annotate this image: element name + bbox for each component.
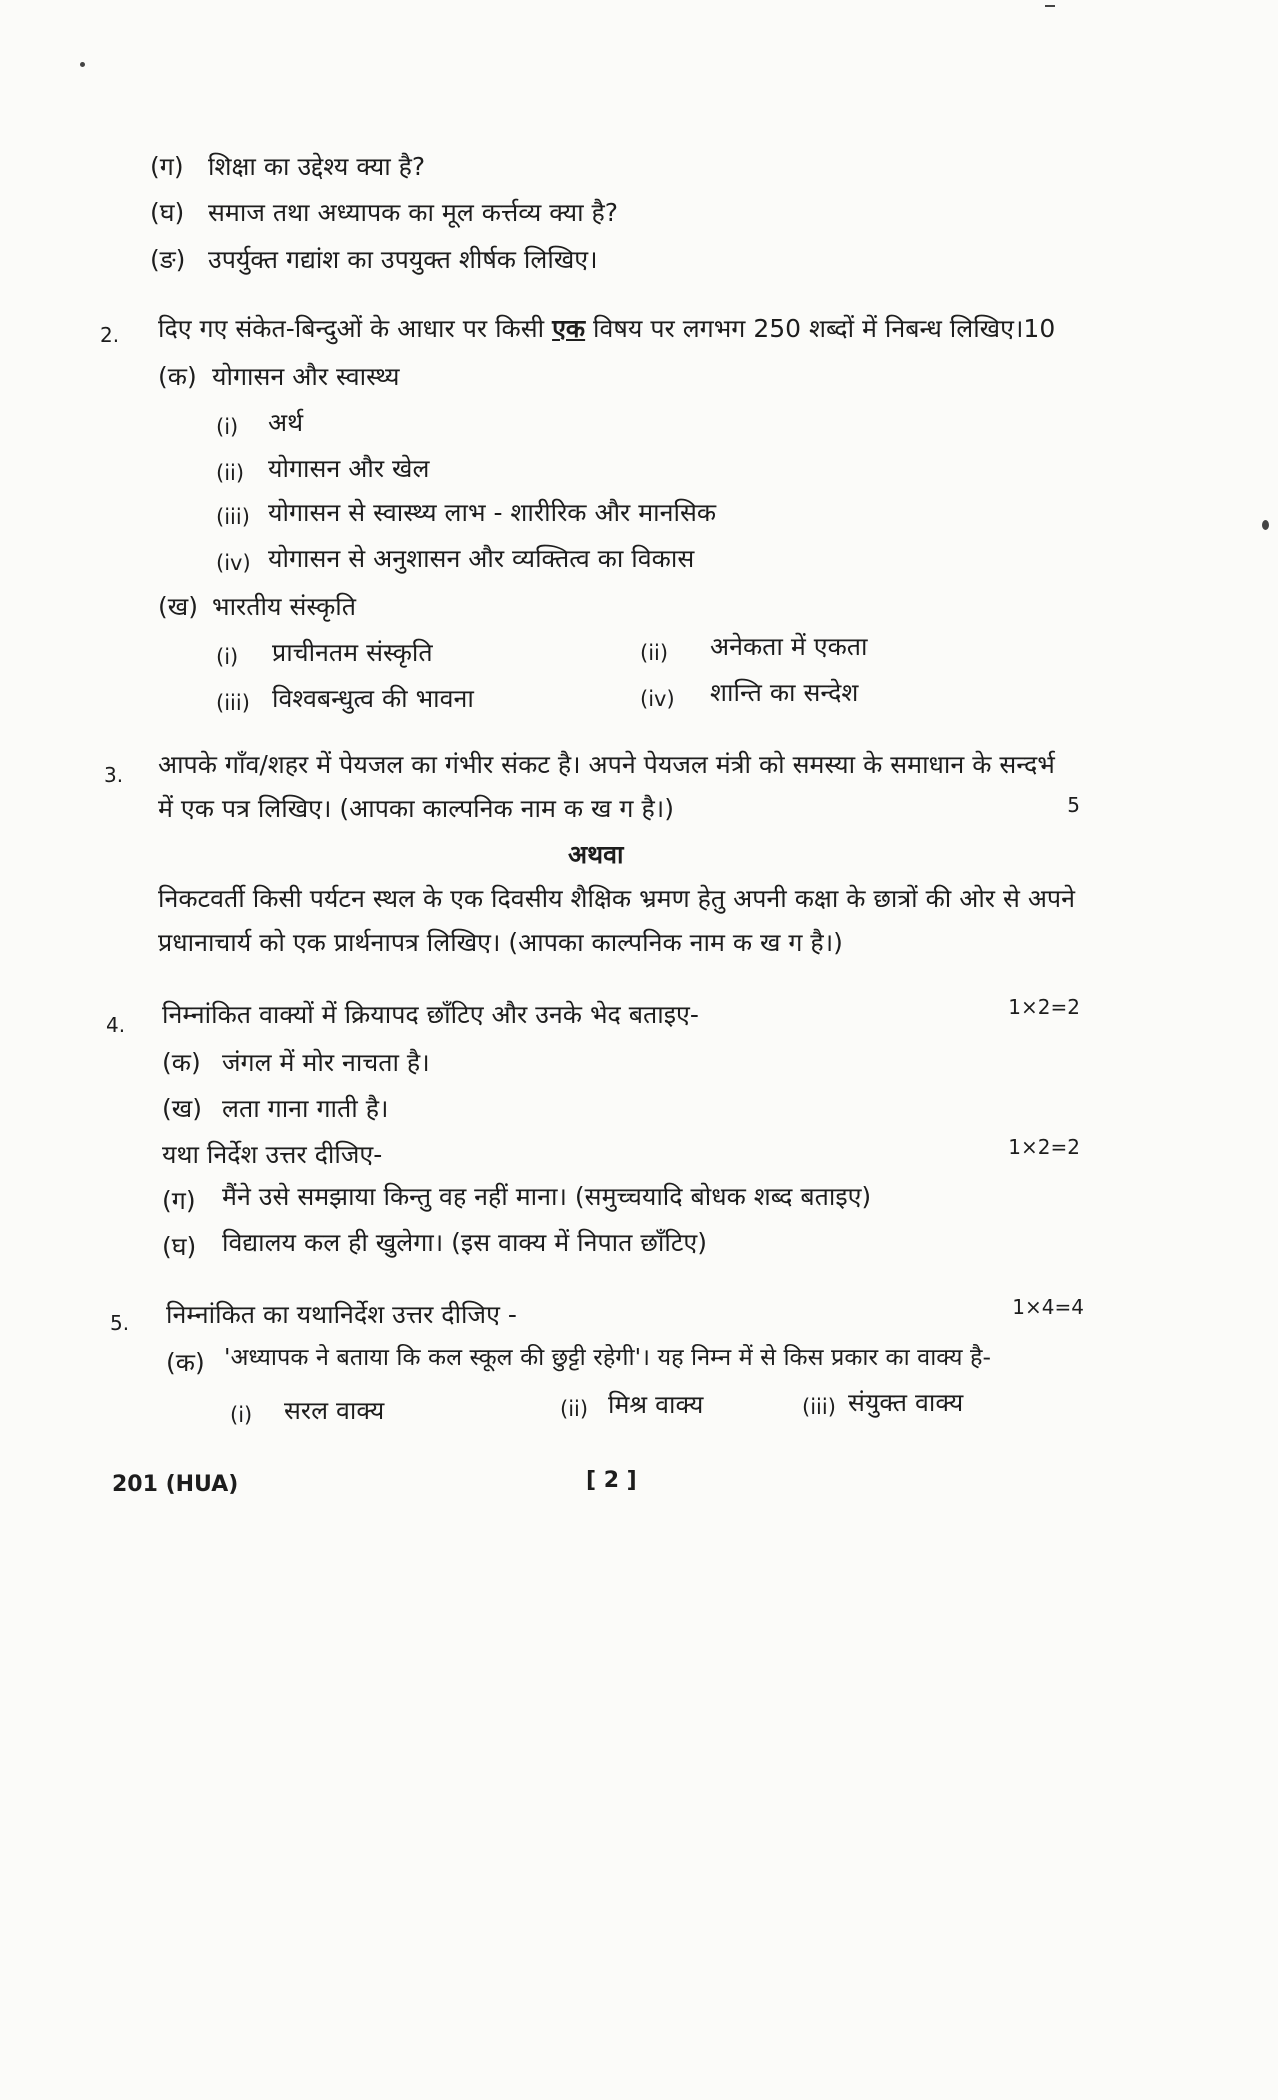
q5-option: सरल वाक्य <box>284 1396 385 1425</box>
q2-kha-point: प्राचीनतम संस्कृति <box>272 638 433 667</box>
q2-kha-point-number: (i) <box>216 645 239 669</box>
scan-speck <box>1045 5 1055 7</box>
q3-alt-line2: प्रधानाचार्य को एक प्रार्थनापत्र लिखिए। (आपका काल्पनिक नाम क ख ग है।) <box>158 928 843 957</box>
q4-ka-label: (क) <box>162 1048 201 1077</box>
q4-gha-text: विद्यालय कल ही खुलेगा। (इस वाक्य में निपात छाँटिए) <box>222 1228 708 1257</box>
q2-ka-label: (क) <box>158 362 197 391</box>
q2-kha-point-number: (ii) <box>640 641 669 665</box>
q5-marks: 1×4=4 <box>1012 1295 1084 1319</box>
q2-text-after: विषय पर लगभग 250 शब्दों में निबन्ध लिखिए।10 <box>585 314 1056 343</box>
q4-marks-1: 1×2=2 <box>1008 995 1080 1019</box>
q1-nga-text: उपर्युक्त गद्यांश का उपयुक्त शीर्षक लिखिए। <box>208 245 598 274</box>
q2-ka-point: योगासन से स्वास्थ्य लाभ - शारीरिक और मानसिक <box>268 498 717 527</box>
q3-or: अथवा <box>568 840 624 869</box>
q1-ga-label: (ग) <box>150 152 184 181</box>
q2-kha-title: भारतीय संस्कृति <box>212 592 356 621</box>
q2-prompt <box>158 312 1055 346</box>
q2-number: 2. <box>100 323 120 347</box>
q2-ka-point: योगासन और खेल <box>268 454 430 483</box>
q4-subheading: यथा निर्देश उत्तर दीजिए- <box>162 1140 383 1169</box>
q4-gha-label: (घ) <box>162 1232 197 1261</box>
q4-ka-text: जंगल में मोर नाचता है। <box>222 1048 430 1077</box>
q1-gha-text: समाज तथा अध्यापक का मूल कर्त्तव्य क्या है? <box>208 198 619 227</box>
q4-kha-label: (ख) <box>162 1094 202 1123</box>
q2-ka-point-number: (iv) <box>216 551 251 575</box>
paper-code: 201 (HUA) <box>112 1472 239 1497</box>
q4-text: निम्नांकित वाक्यों में क्रियापद छाँटिए और उनके भेद बताइए- <box>162 1000 699 1029</box>
q2-ka-title: योगासन और स्वास्थ्य <box>212 362 400 391</box>
q1-nga-label: (ङ) <box>150 245 186 274</box>
q3-alt-line1: निकटवर्ती किसी पर्यटन स्थल के एक दिवसीय शैक्षिक भ्रमण हेतु अपनी कक्षा के छात्रों की ओर से अपने <box>158 884 1075 913</box>
q2-ka-point-number: (i) <box>216 415 239 439</box>
q2-ka-point: योगासन से अनुशासन और व्यक्तित्व का विकास <box>268 544 695 573</box>
q5-ka-text: 'अध्यापक ने बताया कि कल स्कूल की छुट्टी रहेगी'। यह निम्न में से किस प्रकार का वाक्य है- <box>224 1343 991 1371</box>
q4-ga-text: मैंने उसे समझाया किन्तु वह नहीं माना। (समुच्चयादि बोधक शब्द बताइए) <box>222 1182 872 1211</box>
q2-kha-point-number: (iii) <box>216 691 250 715</box>
scan-speck <box>1262 520 1269 530</box>
q2-kha-point: विश्वबन्धुत्व की भावना <box>272 684 474 713</box>
q2-kha-point: अनेकता में एकता <box>710 632 868 661</box>
q5-option-number: (iii) <box>802 1395 836 1419</box>
q4-number: 4. <box>106 1013 126 1037</box>
q5-option-number: (ii) <box>560 1397 589 1421</box>
q4-kha-text: लता गाना गाती है। <box>222 1094 389 1123</box>
q2-kha-point-number: (iv) <box>640 687 675 711</box>
q2-ka-point-number: (ii) <box>216 461 245 485</box>
q5-ka-label: (क) <box>166 1348 205 1377</box>
q1-gha-label: (घ) <box>150 198 185 227</box>
q2-text-before: दिए गए संकेत-बिन्दुओं के आधार पर किसी <box>158 314 553 343</box>
q5-option: मिश्र वाक्य <box>608 1390 704 1419</box>
q2-ka-point-number: (iii) <box>216 505 250 529</box>
q2-ka-point: अर्थ <box>268 408 304 437</box>
q3-line2: में एक पत्र लिखिए। (आपका काल्पनिक नाम क ख ग है।) <box>158 794 674 823</box>
q5-option-number: (i) <box>230 1403 253 1427</box>
q3-marks: 5 <box>1067 793 1080 817</box>
page-number: [ 2 ] <box>586 1468 637 1493</box>
scan-speck <box>80 62 85 67</box>
q2-kha-label: (ख) <box>158 592 198 621</box>
q4-ga-label: (ग) <box>162 1186 196 1215</box>
q3-number: 3. <box>104 763 124 787</box>
q3-line1: आपके गाँव/शहर में पेयजल का गंभीर संकट है। अपने पेयजल मंत्री को समस्या के समाधान के सन्दर्भ <box>158 750 1055 779</box>
q5-text: निम्नांकित का यथानिर्देश उत्तर दीजिए - <box>166 1300 517 1329</box>
q2-kha-point: शान्ति का सन्देश <box>710 678 859 707</box>
q5-option: संयुक्त वाक्य <box>848 1388 964 1417</box>
q4-marks-2: 1×2=2 <box>1008 1135 1080 1159</box>
q5-number: 5. <box>110 1311 130 1335</box>
q1-ga-text: शिक्षा का उद्देश्य क्या है? <box>208 152 426 181</box>
q2-emphasis: एक <box>552 314 586 343</box>
